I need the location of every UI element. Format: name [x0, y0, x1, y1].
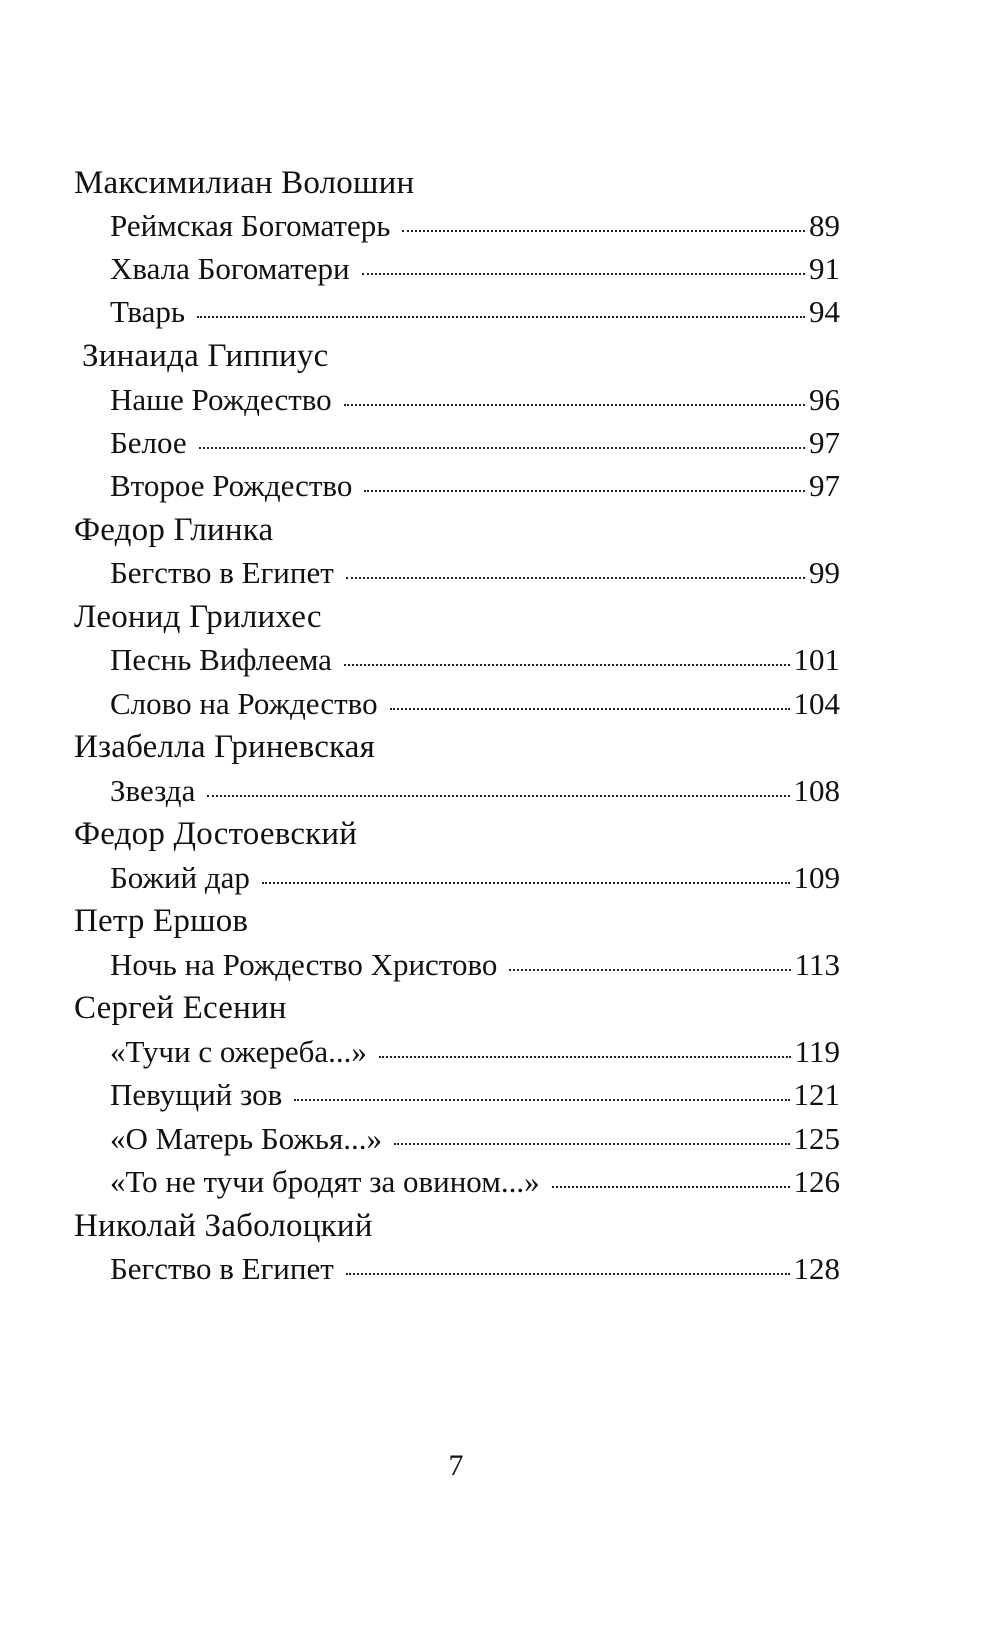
dot-leader	[344, 664, 790, 666]
entry-page: 97	[809, 468, 840, 503]
entry-title: Певущий зов	[110, 1077, 283, 1112]
entry-title: Второе Рождество	[110, 468, 353, 503]
dot-leader	[362, 273, 805, 275]
toc-entry	[110, 684, 840, 724]
author-heading: Федор Глинка	[74, 512, 274, 548]
author-heading: Леонид Грилихес	[74, 599, 322, 635]
author-heading: Изабелла Гриневская	[74, 729, 376, 765]
entry-title: Бегство в Египет	[110, 555, 334, 590]
entry-page: 99	[809, 555, 840, 590]
dot-leader	[344, 404, 805, 406]
entry-page: 121	[793, 1077, 840, 1112]
dot-leader	[346, 577, 805, 579]
author-heading: Зинаида Гиппиус	[82, 338, 329, 374]
entry-title: Наше Рождество	[110, 382, 332, 417]
entry-page: 109	[793, 860, 840, 895]
toc-entry	[110, 380, 840, 420]
toc-entry	[110, 1119, 840, 1159]
toc-entry	[110, 1075, 840, 1115]
entry-page: 119	[794, 1034, 840, 1069]
dot-leader	[390, 708, 790, 710]
toc-entry	[110, 858, 840, 898]
entry-title: Ночь на Рождество Христово	[110, 947, 498, 982]
page-number: 7	[448, 1449, 464, 1482]
toc-entry	[110, 945, 840, 985]
toc-entry	[110, 292, 840, 332]
toc-entry	[110, 206, 840, 246]
entry-page: 97	[809, 425, 840, 460]
entry-title: «О Матерь Божья...»	[110, 1121, 382, 1156]
dot-leader	[207, 795, 789, 797]
entry-title: Белое	[110, 425, 187, 460]
entry-page: 108	[793, 773, 840, 808]
entry-page: 101	[793, 642, 840, 677]
entry-page: 126	[793, 1164, 840, 1199]
entry-page: 125	[793, 1121, 840, 1156]
toc-entry	[110, 1162, 840, 1202]
entry-page: 94	[809, 294, 840, 329]
entry-title: Божий дар	[110, 860, 250, 895]
toc-entry	[110, 771, 840, 811]
dot-leader	[294, 1099, 789, 1101]
toc-entry	[110, 249, 840, 289]
entry-page: 113	[794, 947, 840, 982]
entry-title: «Тучи с ожереба...»	[110, 1034, 367, 1069]
dot-leader	[552, 1186, 790, 1188]
toc-entry	[110, 466, 840, 506]
toc-entry	[110, 1032, 840, 1072]
dot-leader	[364, 490, 805, 492]
dot-leader	[199, 447, 805, 449]
dot-leader	[379, 1056, 791, 1058]
entry-page: 96	[809, 382, 840, 417]
author-heading: Николай Заболоцкий	[74, 1208, 373, 1244]
toc-entry	[110, 640, 840, 680]
dot-leader	[402, 230, 805, 232]
dot-leader	[262, 882, 790, 884]
entry-title: Тварь	[110, 294, 186, 329]
entry-title: Реймская Богоматерь	[110, 208, 391, 243]
dot-leader	[509, 969, 790, 971]
entry-page: 91	[809, 251, 840, 286]
dot-leader	[394, 1143, 790, 1145]
entry-title: Слово на Рождество	[110, 686, 378, 721]
entry-title: «То не тучи бродят за овином...»	[110, 1164, 540, 1199]
toc-entry	[110, 423, 840, 463]
toc-entry	[110, 553, 840, 593]
entry-title: Бегство в Египет	[110, 1251, 334, 1286]
entry-title: Хвала Богоматери	[110, 251, 350, 286]
author-heading: Сергей Есенин	[74, 990, 287, 1026]
dot-leader	[197, 316, 805, 318]
entry-title: Звезда	[110, 773, 196, 808]
entry-page: 128	[793, 1251, 840, 1286]
entry-title: Песнь Вифлеема	[110, 642, 332, 677]
entry-page: 89	[809, 208, 840, 243]
toc-entry	[110, 1249, 840, 1289]
author-heading: Петр Ершов	[74, 903, 249, 939]
author-heading: Максимилиан Волошин	[74, 165, 415, 201]
entry-page: 104	[793, 686, 840, 721]
author-heading: Федор Достоевский	[74, 816, 358, 852]
dot-leader	[346, 1273, 790, 1275]
